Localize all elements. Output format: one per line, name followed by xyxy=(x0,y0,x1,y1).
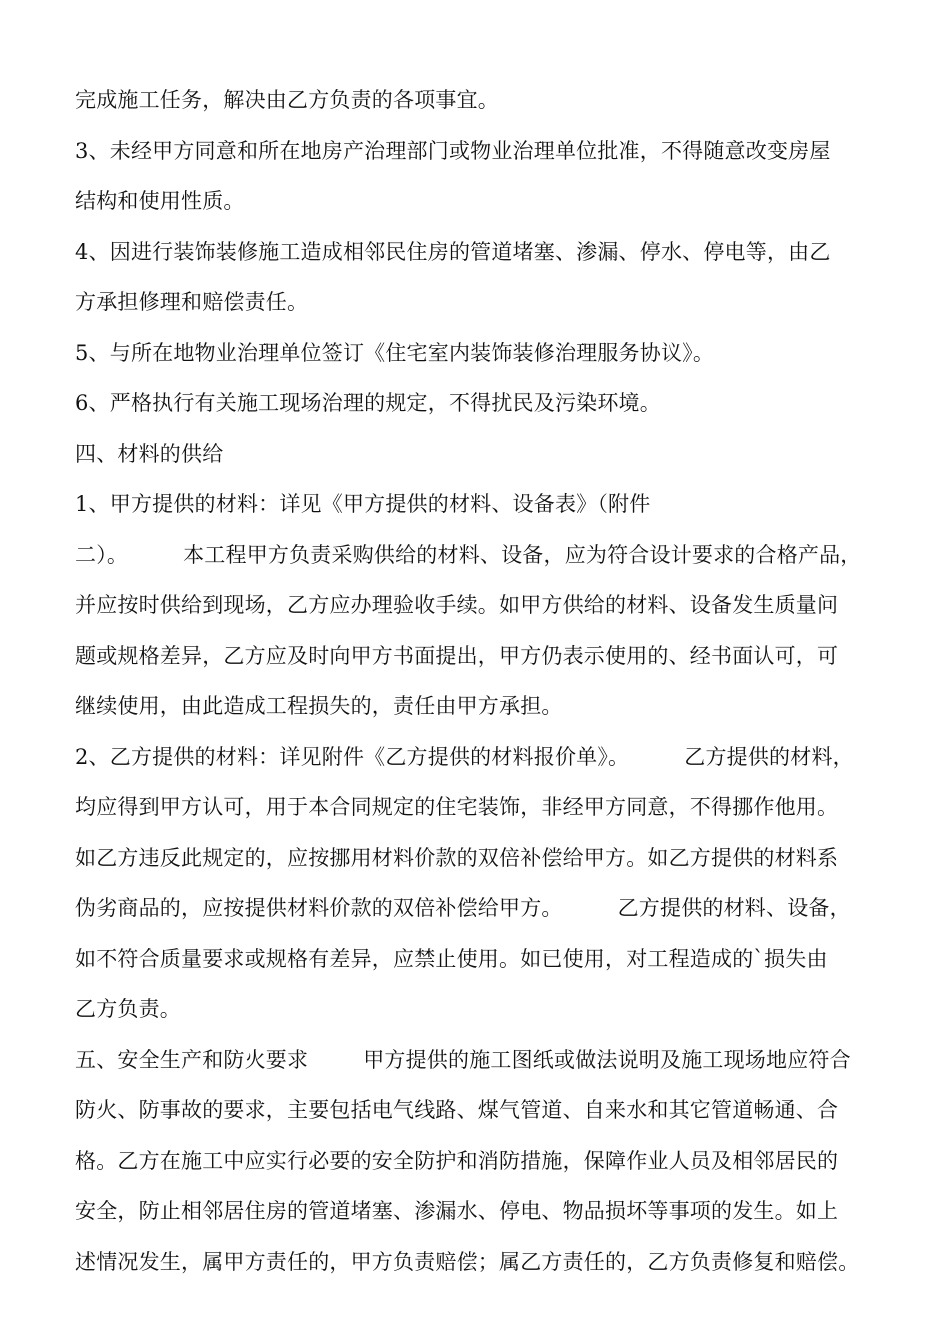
text-line: 1、甲方提供的材料：详见《甲方提供的材料、设备表》（附件 xyxy=(75,492,651,516)
text-line: 乙方负责。 xyxy=(75,997,181,1021)
text-line: 并应按时供给到现场，乙方应办理验收手续。如甲方供给的材料、设备发生质量问 xyxy=(75,593,839,617)
text-line: 如乙方违反此规定的，应按挪用材料价款的双倍补偿给甲方。如乙方提供的材料系 xyxy=(75,845,839,870)
section-heading-line: 五、安全生产和防火要求 甲方提供的施工图纸或做法说明及施工现场地应符合 xyxy=(75,1047,851,1072)
text-line: 防火、防事故的要求，主要包括电气线路、煤气管道、自来水和其它管道畅通、合 xyxy=(75,1098,839,1122)
text-line: 二）。 本工程甲方负责采购供给的材料、设备，应为符合设计要求的合格产品， xyxy=(75,542,862,567)
text-line: 继续使用，由此造成工程损失的，责任由甲方承担。 xyxy=(75,694,563,718)
text-line: 均应得到甲方认可，用于本合同规定的住宅装饰，非经甲方同意，不得挪作他用。 xyxy=(75,795,839,819)
text-line: 格。乙方在施工中应实行必要的安全防护和消防措施，保障作业人员及相邻居民的 xyxy=(75,1148,839,1173)
text-line: 方承担修理和赔偿责任。 xyxy=(75,290,309,314)
text-line: 2、乙方提供的材料：详见附件《乙方提供的材料报价单》。 乙方提供的材料， xyxy=(75,744,854,769)
text-line: 3、未经甲方同意和所在地房产治理部门或物业治理单位批准，不得随意改变房屋 xyxy=(75,138,831,163)
document-page xyxy=(75,75,895,1287)
text-line: 题或规格差异，乙方应及时向甲方书面提出，甲方仍表示使用的、经书面认可，可 xyxy=(75,643,839,668)
section-heading: 四、材料的供给 xyxy=(75,441,224,466)
text-line: 如不符合质量要求或规格有差异，应禁止使用。如已使用，对工程造成的`损失由 xyxy=(75,946,828,971)
text-line: 述情况发生，属甲方责任的，甲方负责赔偿；属乙方责任的，乙方负责修复和赔偿。 xyxy=(75,1249,860,1274)
text-line: 安全，防止相邻居住房的管道堵塞、渗漏水、停电、物品损坏等事项的发生。如上 xyxy=(75,1199,839,1223)
text-line: 5、与所在地物业治理单位签订《住宅室内装饰装修治理服务协议》。 xyxy=(75,340,715,365)
text-line: 完成施工任务，解决由乙方负责的各项事宜。 xyxy=(75,88,499,112)
text-line: 6、严格执行有关施工现场治理的规定，不得扰民及污染环境。 xyxy=(75,391,661,415)
text-line: 4、因进行装饰装修施工造成相邻民住房的管道堵塞、渗漏、停水、停电等，由乙 xyxy=(75,239,831,264)
text-line: 伪劣商品的，应按提供材料价款的双倍补偿给甲方。 乙方提供的材料、设备， xyxy=(75,896,851,920)
text-line: 结构和使用性质。 xyxy=(75,189,245,213)
